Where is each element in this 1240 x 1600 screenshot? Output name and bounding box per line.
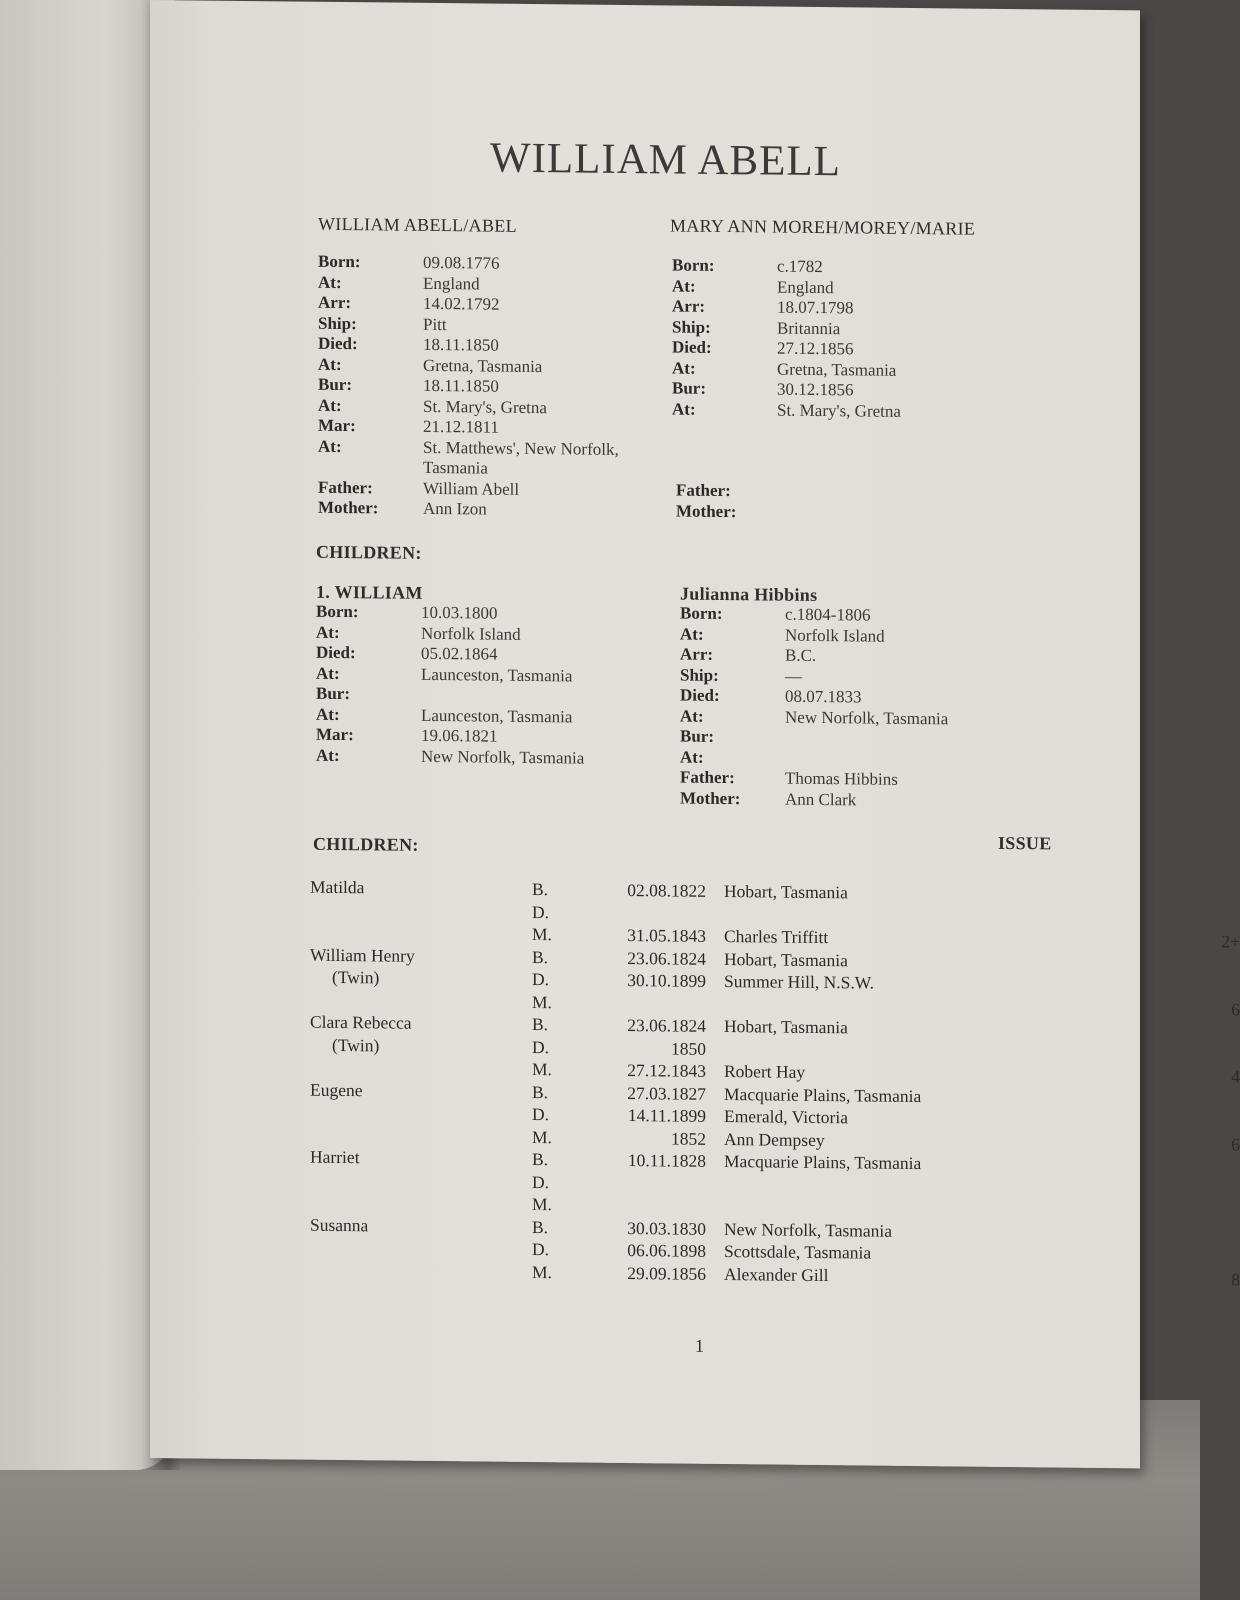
field-row: Mother:	[676, 501, 737, 521]
mother-record	[672, 255, 901, 421]
field-row: Father:	[676, 480, 731, 501]
field-row: Mother: Ann Clark	[680, 788, 857, 809]
field-row: At: St. Mary's, Gretna	[318, 395, 547, 417]
table-row: D. 06.06.1898 Scottsdale, Tasmania	[532, 1239, 872, 1263]
mother-parents	[676, 481, 781, 523]
field-row: Arr: B.C.	[680, 644, 817, 665]
table-row: Eugene B. 27.03.1827 Macquarie Plains, Tasmania	[310, 1079, 922, 1106]
field-row: Born: 09.08.1776	[318, 251, 500, 273]
issue-heading: ISSUE	[998, 832, 1052, 854]
field-row: At: Norfolk Island	[680, 624, 885, 646]
field-row: Tasmania	[423, 457, 488, 478]
book-page	[150, 0, 1240, 1468]
field-row: At: New Norfolk, Tasmania	[316, 745, 585, 768]
table-row: Clara Rebecca B. 23.06.1824 Hobart, Tasmania	[310, 1011, 848, 1038]
table-row: M.	[532, 1194, 552, 1215]
field-row: Father: Thomas Hibbins	[680, 767, 898, 789]
grandchildren-heading: CHILDREN:	[313, 833, 419, 855]
child-1-record	[316, 602, 584, 769]
field-row: Arr: 14.02.1792	[318, 292, 500, 314]
children-heading: CHILDREN:	[316, 541, 422, 563]
table-row: D. 14.11.1899 Emerald, Victoria	[532, 1104, 848, 1128]
table-row: M. 27.12.1843 Robert Hay 4	[532, 1059, 1240, 1087]
field-row: At: Launceston, Tasmania	[316, 704, 573, 726]
field-row: At: England	[318, 272, 480, 293]
table-row: M. 6	[532, 991, 1240, 1019]
table-row: (Twin) D. 30.10.1899 Summer Hill, N.S.W.	[332, 966, 875, 993]
field-row: At: New Norfolk, Tasmania	[680, 706, 949, 728]
field-row: Bur: 30.12.1856	[672, 378, 854, 400]
field-row: Died: 05.02.1864	[316, 642, 498, 664]
spouse-name: Julianna Hibbins	[680, 583, 818, 605]
field-row: Born: c.1804-1806	[680, 603, 871, 625]
table-row: M. 1852 Ann Dempsey 6	[532, 1126, 1240, 1154]
field-row: At: Norfolk Island	[316, 622, 521, 644]
page-number: 1	[695, 1335, 704, 1356]
field-row: At: England	[672, 275, 834, 297]
mother-name: MARY ANN MOREH/MOREY/MARIE	[670, 215, 976, 239]
field-row: Ship: Pitt	[318, 313, 447, 334]
father-record	[318, 252, 619, 522]
field-row: Died: 08.07.1833	[680, 685, 862, 707]
field-row: Bur:	[316, 683, 350, 704]
field-row: Bur:	[680, 726, 714, 746]
field-row: At:	[680, 747, 704, 767]
field-row: At: Gretna, Tasmania	[672, 357, 897, 380]
field-row: At: St. Matthews', New Norfolk,	[318, 436, 619, 459]
table-row: William Henry B. 23.06.1824 Hobart, Tasmania	[310, 944, 848, 970]
field-row: Mar: 21.12.1811	[318, 415, 499, 437]
child-1-name: 1. WILLIAM	[316, 581, 423, 603]
table-row: D.	[532, 901, 550, 922]
field-row: At: Gretna, Tasmania	[318, 354, 543, 376]
field-row: Bur: 18.11.1850	[318, 374, 499, 396]
field-row: Mar: 19.06.1821	[316, 724, 498, 746]
field-row: Born: c.1782	[672, 255, 823, 277]
field-row: Father: William Abell	[318, 477, 520, 499]
field-row: Died: 18.11.1850	[318, 333, 499, 355]
table-row: M. 29.09.1856 Alexander Gill 8	[532, 1261, 1240, 1289]
field-row: Mother: Ann Izon	[318, 497, 487, 519]
table-row: (Twin) D. 1850	[332, 1034, 706, 1059]
field-row: At: Launceston, Tasmania	[316, 663, 573, 685]
field-row: Died: 27.12.1856	[672, 337, 854, 359]
table-row: Harriet B. 10.11.1828 Macquarie Plains, Tasmania	[310, 1146, 922, 1174]
table-row: Susanna B. 30.03.1830 New Norfolk, Tasmania	[310, 1214, 893, 1241]
field-row: Born: 10.03.1800	[316, 601, 498, 623]
field-row: At: St. Mary's, Gretna	[672, 398, 901, 421]
field-row: Ship: —	[680, 665, 802, 686]
page-title: WILLIAM ABELL	[490, 134, 841, 186]
grandchildren-table	[310, 877, 1240, 1292]
field-row: Arr: 18.07.1798	[672, 296, 854, 318]
table-row: D.	[532, 1171, 550, 1192]
father-name: WILLIAM ABELL/ABEL	[318, 213, 517, 236]
spouse-record	[680, 604, 948, 812]
field-row: Ship: Britannia	[672, 316, 841, 338]
table-row: M. 31.05.1843 Charles Triffitt 2+	[532, 924, 1240, 952]
table-row: Matilda B. 02.08.1822 Hobart, Tasmania	[310, 876, 848, 903]
